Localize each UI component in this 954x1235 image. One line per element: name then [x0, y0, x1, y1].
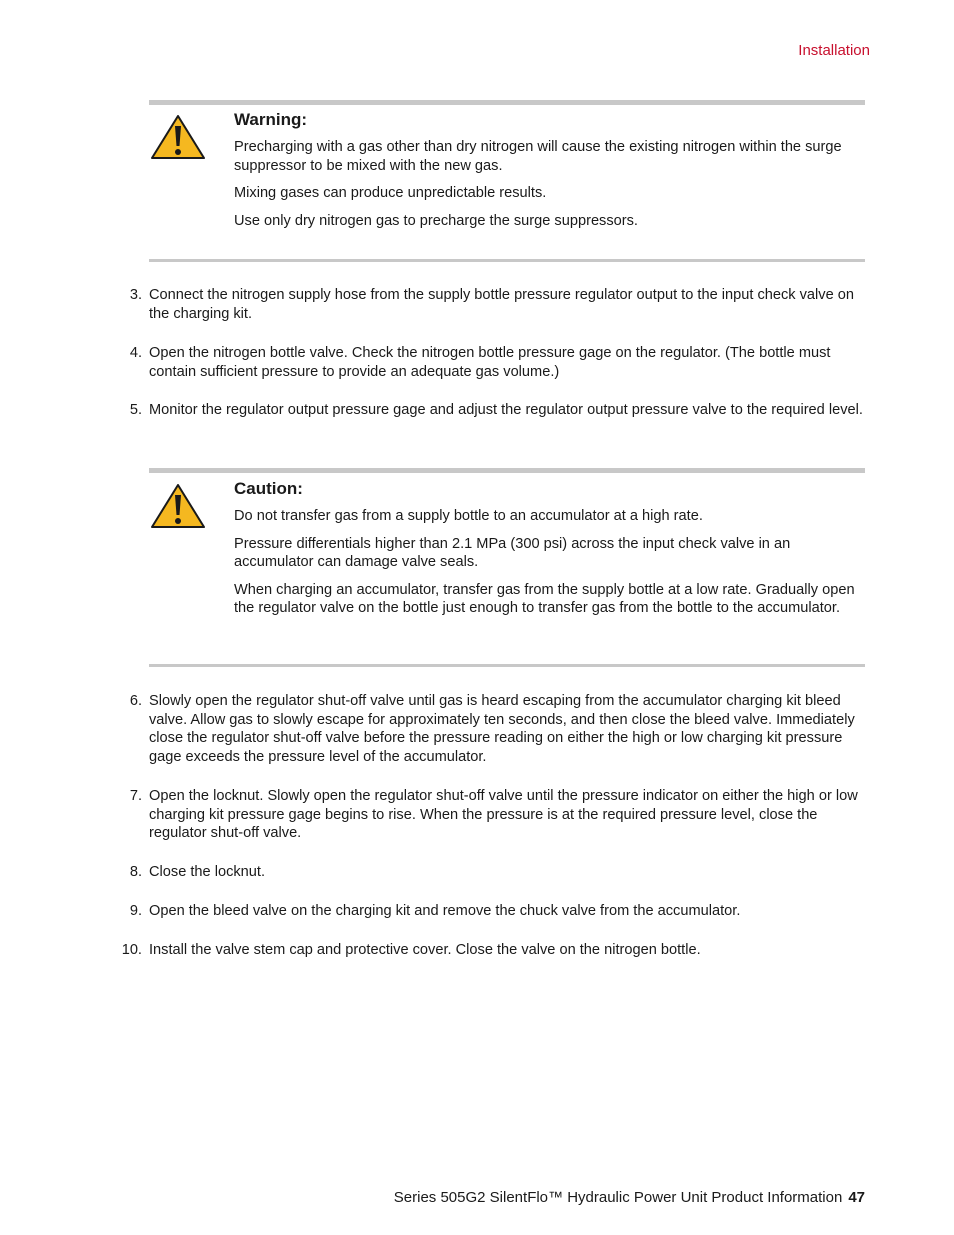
step-number: 3. [129, 287, 142, 303]
caution-triangle-icon [149, 482, 207, 530]
step-text: Open the nitrogen bottle valve. Check the nitrogen bottle pressure gage on the regulator. (The bottle must contain sufficient pressure to provide an adequate gas volume.) [149, 345, 831, 380]
warning-paragraph: Use only dry nitrogen gas to precharge the surge suppressors. [234, 212, 638, 229]
step-number: 8. [129, 864, 142, 880]
page-number: 47 [848, 1189, 865, 1206]
footer-title: Series 505G2 SilentFlo™ Hydraulic Power Unit Product Information [393, 1189, 843, 1206]
list-item [120, 941, 866, 960]
step-text: Close the locknut. [149, 864, 266, 880]
list-item [120, 286, 866, 323]
list-item [120, 401, 866, 420]
caution-paragraph: When charging an accumulator, transfer gas from the supply bottle at a low rate. Gradually open the regulator valve on the bottle just enough to transfer gas from the bottle to the accumulator. [234, 581, 855, 617]
step-text: Slowly open the regulator shut-off valve until gas is heard escaping from the accumulator charging kit bleed valve. Allow gas to slowly escape for approximately ten seconds, and then close the bleed valve. Immediately close the regulator shut-off valve before the pressure reading on either the high or low charging kit pressure gage exceeds the pressure level of the accumulator. [149, 693, 855, 765]
list-item [120, 344, 866, 381]
warning-bottom-rule [149, 259, 865, 262]
step-number: 10. [121, 942, 142, 958]
list-item [120, 787, 866, 843]
list-item [120, 692, 866, 766]
caution-notice [149, 468, 865, 668]
list-item [120, 902, 866, 921]
step-text: Install the valve stem cap and protective cover. Close the valve on the nitrogen bottle. [149, 942, 701, 958]
step-text: Monitor the regulator output pressure gage and adjust the regulator output pressure valve to the required level. [149, 402, 863, 418]
step-number: 5. [129, 402, 142, 418]
running-header-section: Installation [798, 42, 870, 59]
caution-paragraph: Do not transfer gas from a supply bottle to an accumulator at a high rate. [234, 508, 703, 524]
page-footer [394, 1189, 865, 1208]
caution-title: Caution: [234, 479, 303, 498]
caution-paragraph: Pressure differentials higher than 2.1 MPa (300 psi) across the input check valve in an accumulator can damage valve seals. [234, 535, 791, 571]
step-text: Open the locknut. Slowly open the regulator shut-off valve until the pressure indicator on either the high or low charging kit pressure gage begins to rise. When the pressure is at the required pressure level, close the regulator shut-off valve. [149, 788, 858, 842]
step-number: 4. [129, 345, 142, 361]
step-text: Open the bleed valve on the charging kit and remove the chuck valve from the accumulator. [149, 903, 741, 919]
warning-notice [149, 100, 865, 262]
step-text: Connect the nitrogen supply hose from the supply bottle pressure regulator output to the input check valve on the charging kit. [149, 287, 854, 322]
warning-title: Warning: [234, 110, 308, 129]
step-number: 6. [129, 693, 142, 709]
caution-bottom-rule [149, 664, 865, 667]
step-number: 9. [129, 903, 142, 919]
warning-paragraph: Precharging with a gas other than dry nitrogen will cause the existing nitrogen within the surge suppressor to be mixed with the new gas. [234, 139, 842, 174]
warning-triangle-icon [149, 113, 207, 161]
step-number: 7. [129, 788, 142, 804]
warning-top-rule [149, 100, 865, 105]
list-item [120, 863, 866, 882]
caution-top-rule [149, 468, 865, 473]
warning-paragraph: Mixing gases can produce unpredictable results. [234, 185, 547, 202]
